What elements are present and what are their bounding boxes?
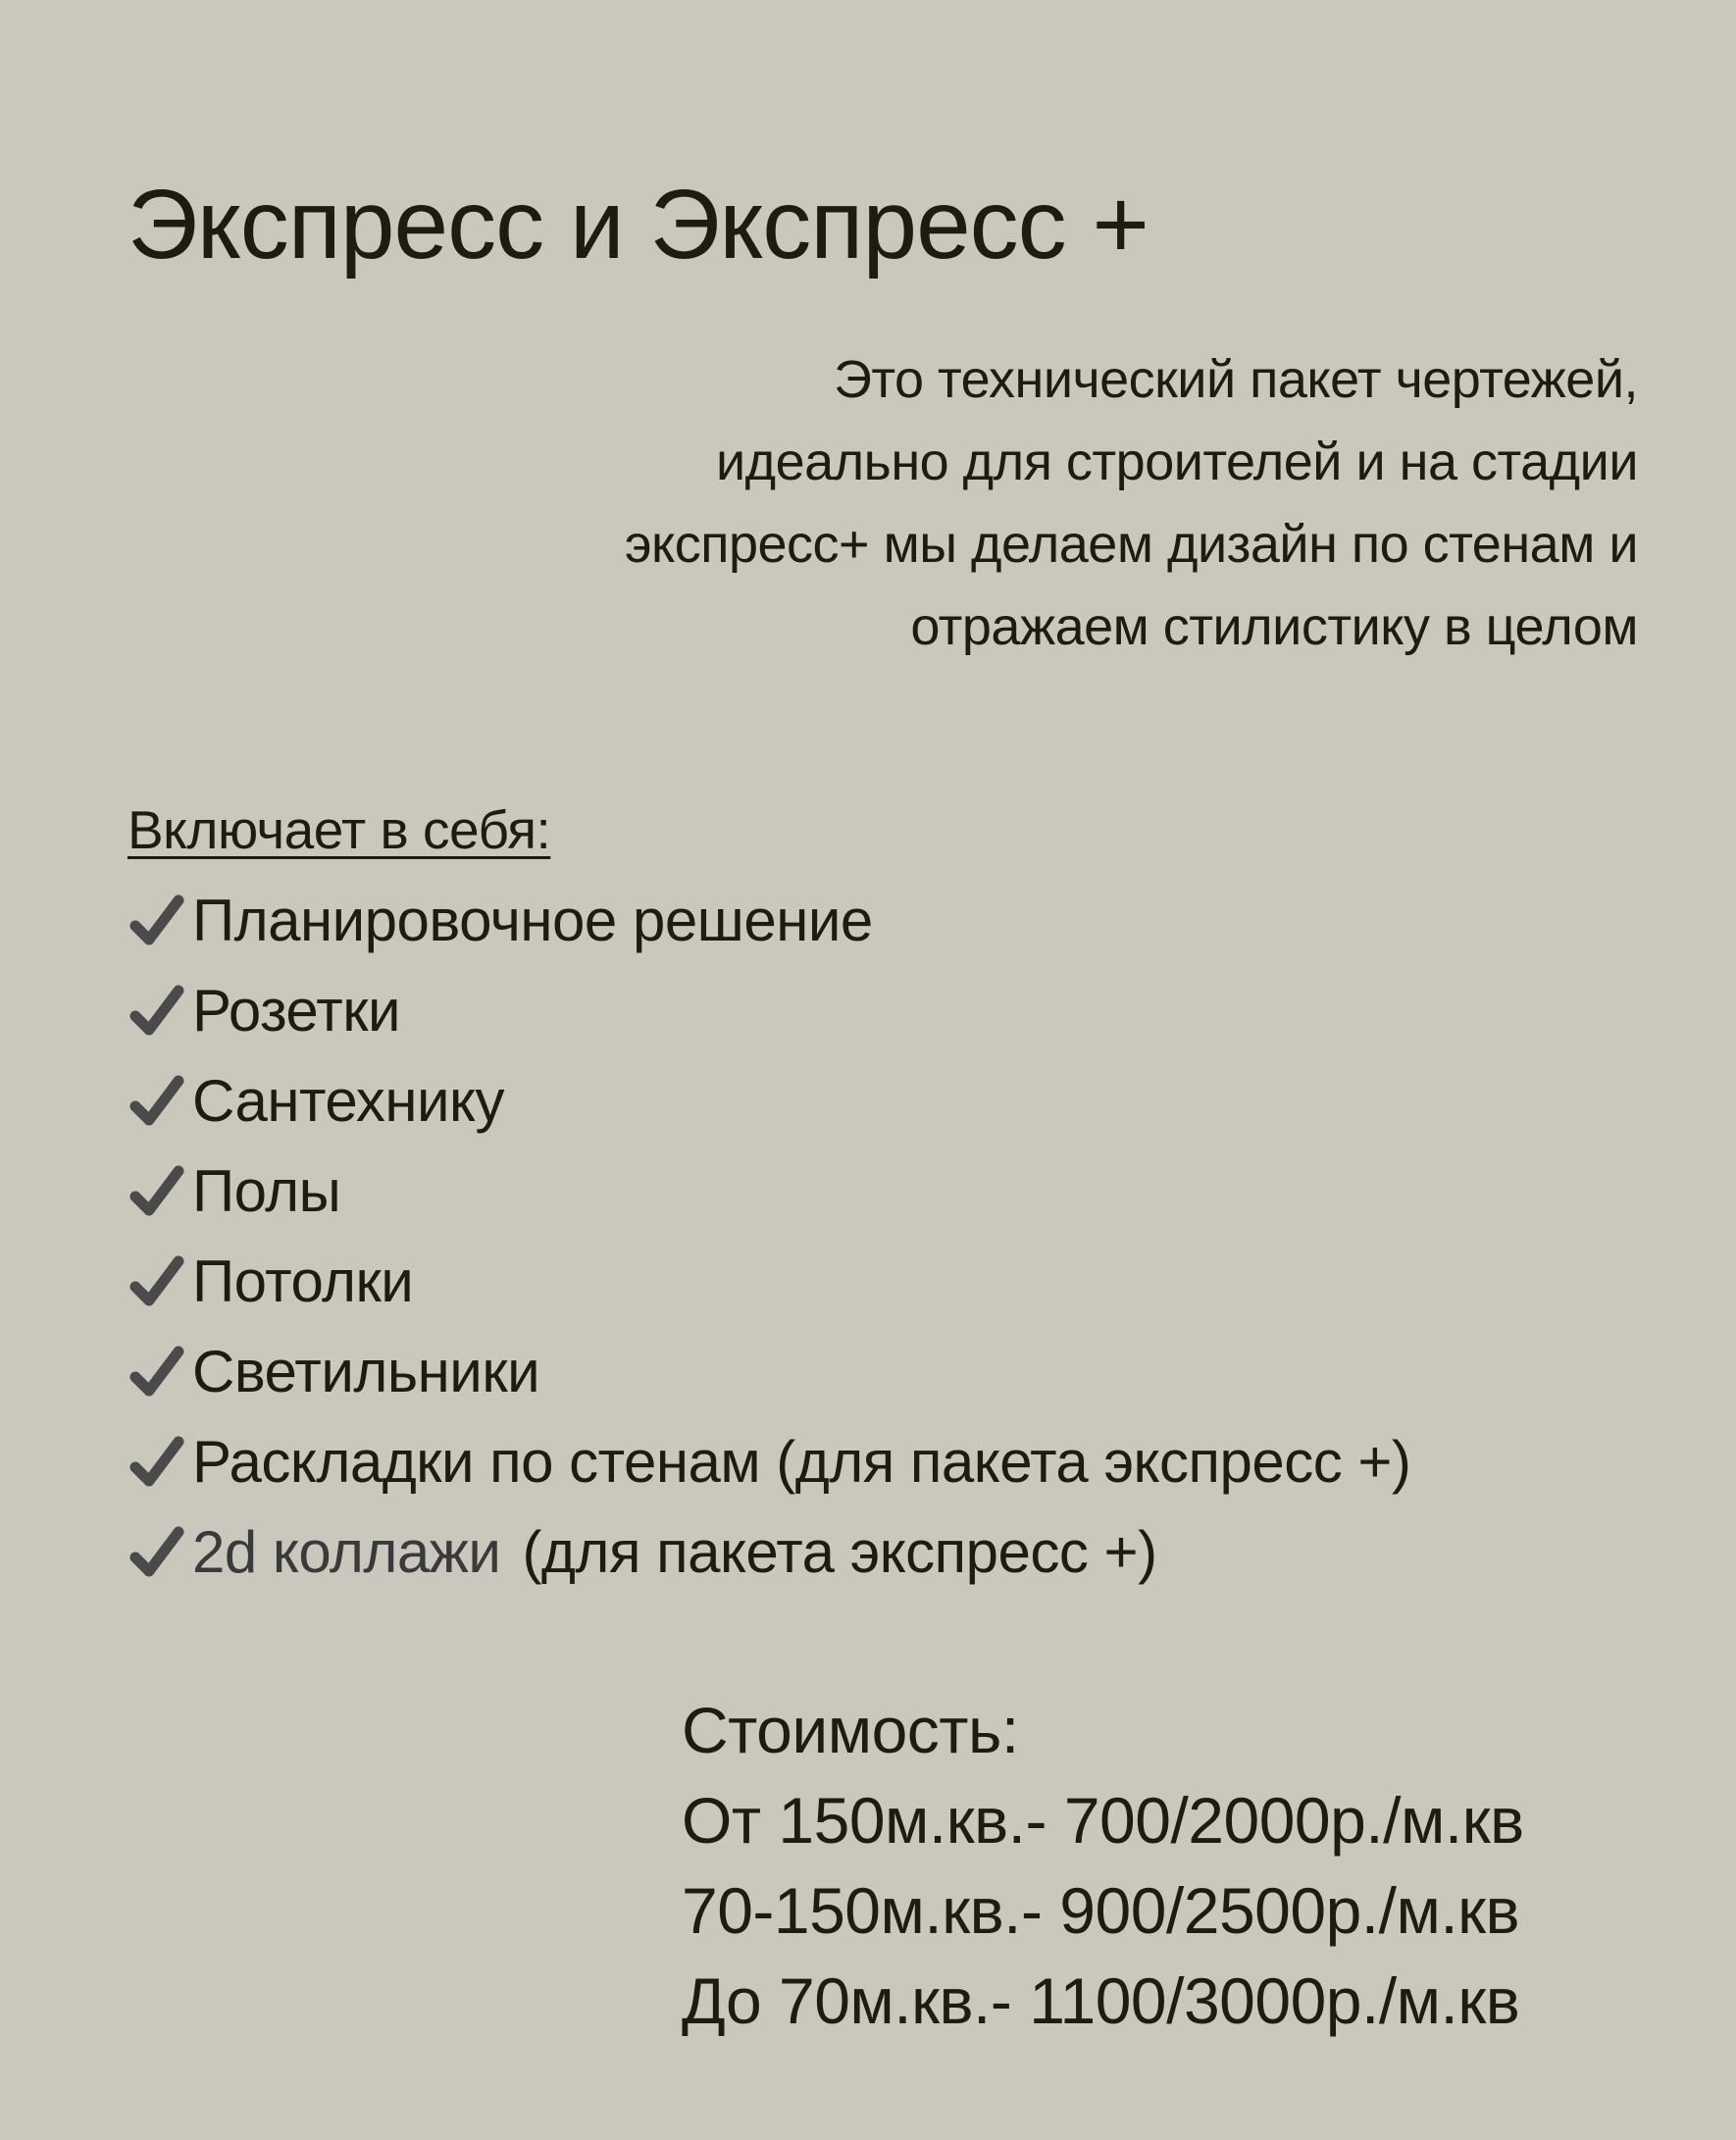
includes-heading: Включает в себя: xyxy=(128,799,551,860)
feature-label: Розетки xyxy=(192,977,401,1044)
feature-item xyxy=(128,965,1410,1055)
feature-item xyxy=(128,1326,1410,1416)
feature-item xyxy=(128,1055,1410,1146)
feature-label: Сантехнику xyxy=(192,1067,504,1134)
feature-label: 2d коллажи xyxy=(192,1518,501,1585)
feature-note: (для пакета экспресс +) xyxy=(522,1518,1157,1585)
check-icon xyxy=(128,1161,192,1220)
intro-description xyxy=(363,338,1638,668)
feature-item xyxy=(128,1506,1410,1597)
pricing-row: 70-150м.кв.- 900/2500р./м.кв xyxy=(682,1874,1520,1947)
check-icon xyxy=(128,1432,192,1491)
feature-item xyxy=(128,1146,1410,1236)
check-icon xyxy=(128,891,192,949)
feature-item xyxy=(128,1416,1410,1506)
intro-line: экспресс+ мы делаем дизайн по стенам и xyxy=(624,515,1638,574)
feature-label: Планировочное решение xyxy=(192,887,873,953)
pricing-row: До 70м.кв.- 1100/3000р./м.кв xyxy=(682,1964,1520,2037)
intro-line: Это технический пакет чертежей, xyxy=(834,350,1638,409)
feature-item xyxy=(128,1236,1410,1326)
intro-line: отражаем стилистику в целом xyxy=(910,597,1638,656)
page-title: Экспресс и Экспресс + xyxy=(128,170,1149,280)
pricing-heading: Стоимость: xyxy=(682,1694,1019,1766)
check-icon xyxy=(128,1342,192,1401)
check-icon xyxy=(128,1251,192,1310)
pricing-row: От 150м.кв.- 700/2000р./м.кв xyxy=(682,1784,1524,1857)
check-icon xyxy=(128,981,192,1040)
feature-label: Потолки xyxy=(192,1248,414,1314)
feature-label: Полы xyxy=(192,1157,341,1224)
feature-label: Раскладки по стенам (для пакета экспресс +) xyxy=(192,1428,1411,1495)
includes-section xyxy=(128,785,1410,1597)
check-icon xyxy=(128,1522,192,1581)
feature-item xyxy=(128,875,1410,965)
pricing-section xyxy=(682,1685,1524,2046)
check-icon xyxy=(128,1071,192,1130)
feature-label: Светильники xyxy=(192,1338,540,1404)
intro-line: идеально для строителей и на стадии xyxy=(715,433,1638,491)
